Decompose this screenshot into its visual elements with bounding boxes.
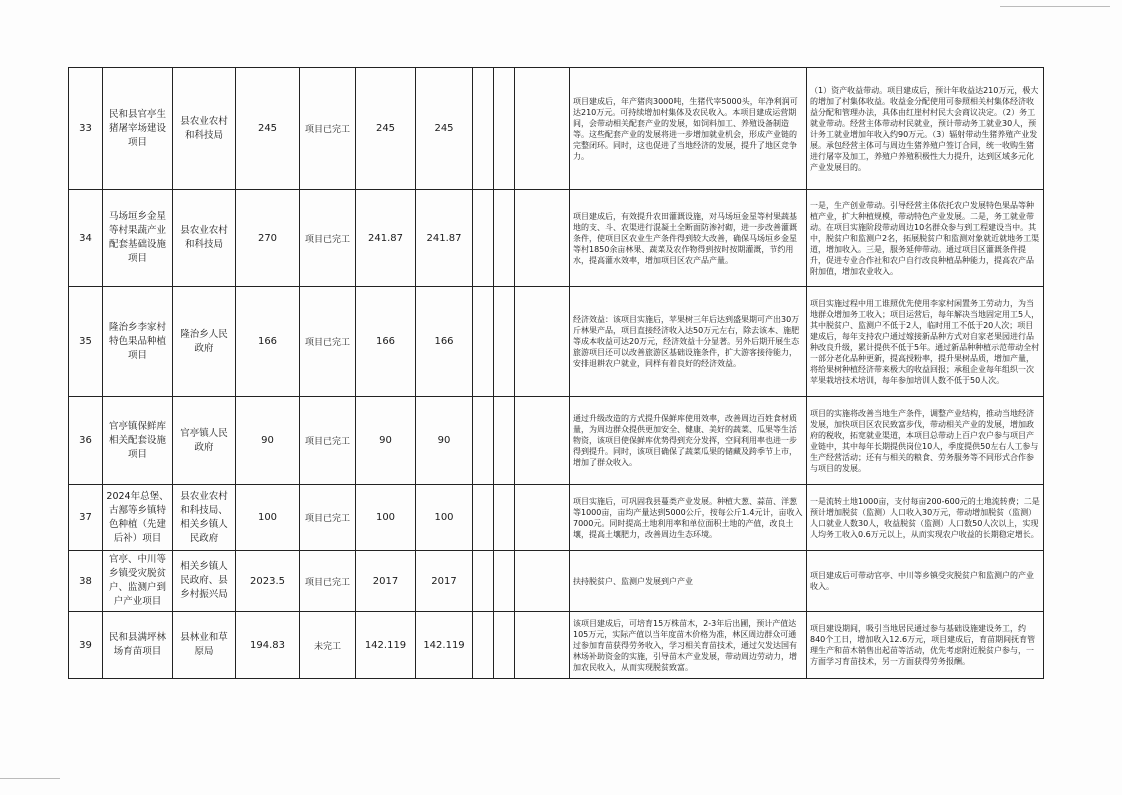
- responsible-unit: 县农业农村和科技局: [173, 190, 236, 287]
- empty-cell: [473, 68, 494, 190]
- table-row: [69, 68, 1044, 190]
- project-benefit: 项目建成后，有效提升农田灌溉设施，对马场垣金星等村果蔬基地的支、斗、农渠进行混凝土全断面防渗衬砌，进一步改善灌溉条件，使项目区农业生产条件得到较大改善，确保马场垣乡金星等村1850余亩林果、蔬菜及农作物得到按时按期灌溉，节约用水，提高灌水效率，增加项目区农产品产量。: [570, 190, 807, 287]
- empty-cell: [515, 68, 570, 190]
- table-row: [69, 287, 1044, 397]
- row-number: 37: [69, 485, 103, 551]
- project-name: 民和县满坪林场育苗项目: [103, 612, 173, 679]
- scan-mark: [1000, 6, 1110, 7]
- project-benefit: 项目建成后，年产猪肉3000吨，生猪代宰5000头，年净利润可达210万元。可持续增加村集体及农民收入。本项目建成运营期间，会带动相关配套产业的发展，如饲料加工、养殖设备制造等。这些配套产业的发展将进一步增加就业机会，形成产业链的完整闭环。同时，这也促进了当地经济的发展，提升了地区竞争力。: [570, 68, 807, 190]
- project-benefit: 该项目建成后，可培育15万株苗木，2-3年后出圃，预计产值达105万元，实际产值以当年度苗木价格为准，林区周边群众可通过参加育苗获得劳务收入，学习相关育苗技术，通过欠发达国有林场补助资金的实施，引导苗木产业发展，带动周边劳动力，增加农民收入，从而实现脱贫致富。: [570, 612, 807, 679]
- project-benefit: 经济效益：该项目实施后，苹果树三年后达到盛果期可产出30万斤林果产品，项目直接经济收入达50万元左右，除去该本、施肥等成本收益可达20万元，经济效益十分显著。另外后期开展生态旅游项目还可以改善旅游区基础设施条件，扩大游客接待能力，安排退耕农户就业，同样有着良好的经济效益。: [570, 287, 807, 397]
- project-status: 项目已完工: [300, 287, 356, 397]
- benefit-mechanism: 项目的实施将改善当地生产条件，调整产业结构，推动当地经济发展，加快项目区农民致富步伐，带动相关产业的发展，增加政府的税收，拓宽就业渠道，本项目总带动上百户农户参与项目产业链中，其中每年长期提供岗位10人，季度提供50左右人工参与生产经营活动；还有与相关的粮食、劳务服务等不同形式合作参与项目的发展。: [807, 397, 1044, 485]
- empty-cell: [515, 485, 570, 551]
- row-number: 38: [69, 551, 103, 612]
- empty-cell: [473, 612, 494, 679]
- empty-cell: [494, 68, 515, 190]
- row-number: 36: [69, 397, 103, 485]
- total-investment: 270: [236, 190, 300, 287]
- project-status: 项目已完工: [300, 485, 356, 551]
- total-investment: 90: [236, 397, 300, 485]
- project-name: 隆治乡李家村特色果品种植项目: [103, 287, 173, 397]
- paid-funds: 142.119: [416, 612, 473, 679]
- project-status: 项目已完工: [300, 551, 356, 612]
- project-name: 官亭镇保鲜库相关配套设施项目: [103, 397, 173, 485]
- paid-funds: 166: [416, 287, 473, 397]
- project-benefit: 通过升级改造的方式提升保鲜库使用效率，改善周边百姓食材质量，为周边群众提供更加安全、健康、美好的蔬菜、瓜果等生活物资，该项目使保鲜库优势得到充分发挥，空间利用率也进一步得到提升。同时，该项目确保了蔬菜瓜果的储藏及跨季节上市，增加了群众收入。: [570, 397, 807, 485]
- allocated-funds: 166: [356, 287, 416, 397]
- table-row: [69, 485, 1044, 551]
- total-investment: 166: [236, 287, 300, 397]
- project-status: 项目已完工: [300, 397, 356, 485]
- benefit-mechanism: 项目建设期间，吸引当地居民通过参与基础设施建设务工，约840个工日，增加收入12.6万元，项目建成后，育苗期间抚育管理生产和苗木销售出起苗等活动，优先考虑附近脱贫户参与，一方面学习育苗技术，另一方面获得劳务报酬。: [807, 612, 1044, 679]
- project-table: [68, 67, 1044, 679]
- table-row: [69, 397, 1044, 485]
- empty-cell: [515, 551, 570, 612]
- row-number: 35: [69, 287, 103, 397]
- table-row: [69, 612, 1044, 679]
- row-number: 39: [69, 612, 103, 679]
- scan-mark: [0, 778, 60, 779]
- allocated-funds: 100: [356, 485, 416, 551]
- empty-cell: [473, 397, 494, 485]
- table-row: [69, 190, 1044, 287]
- allocated-funds: 245: [356, 68, 416, 190]
- empty-cell: [473, 551, 494, 612]
- benefit-mechanism: 一是，生产创业带动。引导经营主体依托农户发展特色果品等种植产业，扩大种植规模，带动特色产业发展。二是，务工就业带动。在项目实施阶段带动周边10名群众参与到工程建设当中。其中，脱贫户和监测户2名，拓展脱贫户和监测对象就近就地务工渠道，增加收入。三是，服务延伸带动。通过项目区灌溉条件提升，促进专业合作社和农户自行改良种植品种能力，提高农产品附加值，增加农业收入。: [807, 190, 1044, 287]
- project-name: 民和县官亭生猪屠宰场建设项目: [103, 68, 173, 190]
- responsible-unit: 相关乡镇人民政府、县乡村振兴局: [173, 551, 236, 612]
- empty-cell: [494, 190, 515, 287]
- project-name: 马场垣乡金星等村果蔬产业配套基础设施项目: [103, 190, 173, 287]
- empty-cell: [494, 551, 515, 612]
- project-status: 未完工: [300, 612, 356, 679]
- empty-cell: [473, 190, 494, 287]
- empty-cell: [473, 287, 494, 397]
- allocated-funds: 142.119: [356, 612, 416, 679]
- responsible-unit: 县林业和草原局: [173, 612, 236, 679]
- paid-funds: 100: [416, 485, 473, 551]
- benefit-mechanism: （1）资产收益带动。项目建成后，预计年收益达210万元，极大的增加了村集体收益。收益金分配使用可参照相关村集体经济收益分配和管理办法，具体由红崖村村民大会商议决定。（2）务工就业带动。经营主体带动村民就业，预计带动务工就业30人，预计务工就业增加年收入约90万元。（3）辐射带动生猪养殖产业发展。承包经营主体可与周边生猪养殖户签订合同，统一收购生猪进行屠宰及加工，养殖户养殖积极性大力提升，达到区域多元化产业发展目的。: [807, 68, 1044, 190]
- allocated-funds: 90: [356, 397, 416, 485]
- benefit-mechanism: 项目建成后可带动官亭、中川等乡镇受灾脱贫户和监测户的产业收入。: [807, 551, 1044, 612]
- empty-cell: [494, 287, 515, 397]
- empty-cell: [494, 485, 515, 551]
- responsible-unit: 隆治乡人民政府: [173, 287, 236, 397]
- empty-cell: [515, 397, 570, 485]
- responsible-unit: 官亭镇人民政府: [173, 397, 236, 485]
- responsible-unit: 县农业农村和科技局、相关乡镇人民政府: [173, 485, 236, 551]
- empty-cell: [515, 612, 570, 679]
- benefit-mechanism: 一是流转土地1000亩，支付每亩200-600元的土地流转费；二是预计增加脱贫（监测）人口收入30万元，带动增加脱贫（监测）人口就业人数30人，收益脱贫（监测）人口数50人次以上，实现人均务工收入0.6万元以上，从而实现农户收益的长期稳定增长。: [807, 485, 1044, 551]
- project-name: 2024年总堡、古鄯等乡镇特色种植（先建后补）项目: [103, 485, 173, 551]
- paid-funds: 245: [416, 68, 473, 190]
- empty-cell: [515, 190, 570, 287]
- benefit-mechanism: 项目实施过程中用工谁照优先使用李家村闲置务工劳动力，为当地群众增加务工收入；项目运营后，每年解决当地固定用工5人，其中脱贫户、监测户不低于2人，临时用工不低于20人次；项目建成后，每年支持农户通过嫁接新品种方式对自家老果园进行品种改良升级，累计提供不低于5年。通过新品种种植示范带动全村一部分老化品种更新，提高授粉率，提升果树品质，增加产量，将给果树种植经济带来极大的收益回报；承租企业每年组织一次苹果栽培技术培训，每年参加培训人数不低于50人次。: [807, 287, 1044, 397]
- paid-funds: 2017: [416, 551, 473, 612]
- empty-cell: [494, 397, 515, 485]
- empty-cell: [515, 287, 570, 397]
- project-status: 项目已完工: [300, 190, 356, 287]
- paid-funds: 241.87: [416, 190, 473, 287]
- row-number: 33: [69, 68, 103, 190]
- total-investment: 100: [236, 485, 300, 551]
- total-investment: 245: [236, 68, 300, 190]
- row-number: 34: [69, 190, 103, 287]
- paid-funds: 90: [416, 397, 473, 485]
- total-investment: 194.83: [236, 612, 300, 679]
- project-name: 官亭、中川等乡镇受灾脱贫户、监测户到户产业项目: [103, 551, 173, 612]
- table-row: [69, 551, 1044, 612]
- allocated-funds: 2017: [356, 551, 416, 612]
- total-investment: 2023.5: [236, 551, 300, 612]
- responsible-unit: 县农业农村和科技局: [173, 68, 236, 190]
- project-benefit: 扶持脱贫户、监测户发展到户产业: [570, 551, 807, 612]
- empty-cell: [473, 485, 494, 551]
- project-status: 项目已完工: [300, 68, 356, 190]
- project-benefit: 项目实施后，可巩固我县蔓类产业发展。种植大葱、蒜苗、洋葱等1000亩，亩均产量达到5000公斤，按每公斤1.4元计，亩收入7000元。同时提高土地利用率和单位面积土地的产值，改良土壤，提高土壤肥力，改善周边生态环境。: [570, 485, 807, 551]
- allocated-funds: 241.87: [356, 190, 416, 287]
- empty-cell: [494, 612, 515, 679]
